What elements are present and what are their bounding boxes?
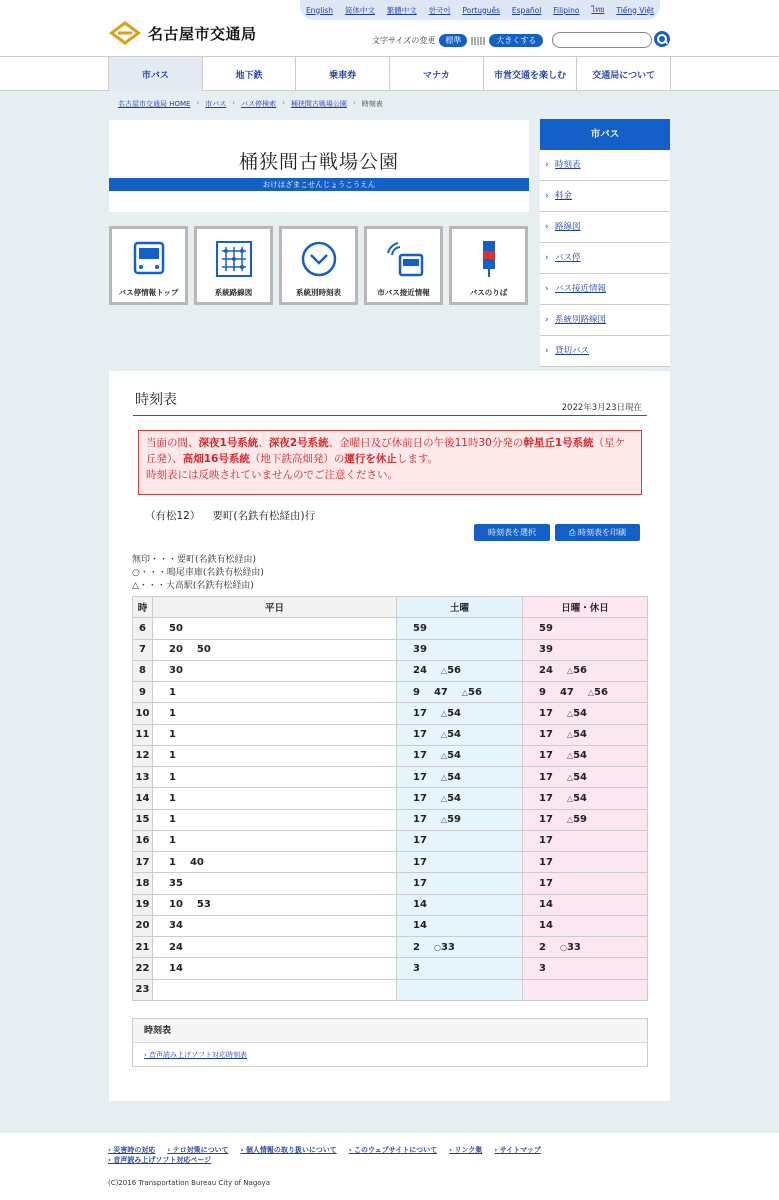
departure-time: 24 [169, 941, 183, 953]
city-emblem-icon [108, 20, 142, 46]
search-input[interactable] [552, 32, 652, 48]
weekday-times [153, 979, 397, 1000]
language-link[interactable]: 繁體中文 [386, 5, 417, 15]
holiday-times [523, 830, 648, 851]
bus-icon [129, 239, 169, 279]
table-row [133, 873, 648, 894]
footer-links [108, 1145, 608, 1165]
hour-cell: 10 [133, 703, 153, 724]
sidebar-title: 市バス [540, 119, 670, 150]
saturday-times [397, 979, 523, 1000]
departure-time: △56 [566, 665, 587, 677]
departure-time: 24 [413, 665, 427, 677]
departure-time: 17 [539, 729, 553, 741]
route-timetable-button[interactable]: 系統別時刻表 [279, 226, 358, 305]
departure-time: 17 [413, 856, 427, 868]
departure-time: 39 [539, 644, 553, 656]
departure-time: △54 [566, 729, 587, 741]
language-link[interactable]: Filipino [553, 5, 580, 15]
print-timetable-button[interactable]: ⎙ 時刻表を印刷 [555, 524, 640, 541]
language-link[interactable]: English [305, 5, 334, 15]
weekday-header: 平日 [153, 597, 397, 618]
nav-item[interactable]: マナカ [390, 57, 484, 91]
site-title: 名古屋市交通局 [148, 24, 257, 43]
departure-time: 17 [539, 771, 553, 783]
footer-link[interactable]: › 災害時の対応 [108, 1146, 156, 1154]
saturday-times [397, 894, 523, 915]
table-row [133, 618, 648, 639]
hour-cell: 9 [133, 682, 153, 703]
page-title: 桶狭間古戦場公園 [238, 151, 399, 173]
hour-cell: 7 [133, 639, 153, 660]
sidebar-item[interactable]: › バス停 [540, 243, 670, 274]
departure-time: 1 [169, 835, 176, 847]
saturday-times [397, 809, 523, 830]
departure-time: 14 [413, 920, 427, 932]
departure-time: 1 [169, 792, 176, 804]
table-row [133, 958, 648, 979]
holiday-times [523, 703, 648, 724]
weekday-times [153, 937, 397, 958]
related-links [132, 1018, 648, 1067]
bus-approach-button[interactable]: 市バス接近情報 [364, 226, 443, 305]
departure-time: 14 [539, 920, 553, 932]
table-row [133, 745, 648, 766]
departure-time: 17 [413, 750, 427, 762]
stop-reading: おけはざまこせんじょうこうえん [109, 178, 529, 191]
saturday-times [397, 767, 523, 788]
weekday-times [153, 639, 397, 660]
weekday-times [153, 724, 397, 745]
departure-time: △54 [440, 792, 461, 804]
related-title: 時刻表 [133, 1019, 647, 1043]
saturday-times [397, 745, 523, 766]
hour-cell: 15 [133, 809, 153, 830]
weekday-times [153, 660, 397, 681]
holiday-times [523, 767, 648, 788]
breadcrumb-item[interactable]: 市バス [205, 100, 227, 108]
departure-time: 14 [169, 962, 183, 974]
bus-platform-button[interactable]: バスのりば [449, 226, 528, 305]
weekday-times [153, 788, 397, 809]
departure-time: 9 [413, 686, 420, 698]
departure-time: 10 [169, 899, 183, 911]
table-row [133, 639, 648, 660]
saturday-times [397, 788, 523, 809]
weekday-times [153, 958, 397, 979]
saturday-header: 土曜 [397, 597, 523, 618]
weekday-times [153, 852, 397, 873]
hour-cell: 16 [133, 830, 153, 851]
timetable-date: 2022年3月23日現在 [561, 403, 642, 413]
route-map-icon [214, 239, 254, 279]
departure-time: 24 [539, 665, 553, 677]
footer-link[interactable]: › 音声読み上げソフト対応ページ [108, 1156, 212, 1164]
departure-time: 40 [189, 856, 204, 868]
copyright: (C)2016 Transportation Bureau City of Nagoya [108, 1179, 270, 1187]
hour-cell: 18 [133, 873, 153, 894]
font-large-button[interactable]: 大きくする [489, 34, 543, 47]
language-link[interactable]: Tiếng Việt [616, 5, 654, 15]
saturday-times [397, 937, 523, 958]
departure-time: △54 [440, 729, 461, 741]
select-timetable-button[interactable]: 時刻表を選択 [474, 524, 550, 541]
departure-time: 1 [169, 814, 176, 826]
departure-time: △54 [566, 771, 587, 783]
departure-time: 39 [413, 644, 427, 656]
sidebar-item[interactable]: › 貸切バス [540, 336, 670, 367]
route-info [145, 508, 315, 523]
departure-time: ○33 [559, 941, 581, 953]
hour-cell: 11 [133, 724, 153, 745]
holiday-times [523, 682, 648, 703]
departure-time: △59 [566, 814, 587, 826]
hour-cell: 17 [133, 852, 153, 873]
bus-approach-icon [384, 239, 424, 279]
font-normal-button[interactable]: 標準 [439, 34, 467, 47]
departure-time: △56 [461, 686, 482, 698]
nav-item[interactable]: 地下鉄 [203, 57, 297, 91]
departure-time: 59 [539, 622, 553, 634]
saturday-times [397, 830, 523, 851]
saturday-times [397, 958, 523, 979]
holiday-times [523, 618, 648, 639]
table-row [133, 852, 648, 873]
global-nav [0, 56, 779, 91]
departure-time: 17 [413, 707, 427, 719]
departure-time: 35 [169, 877, 183, 889]
font-size-label: 文字サイズの変更 [372, 36, 436, 45]
language-link[interactable]: ไทย [591, 5, 605, 14]
table-row [133, 937, 648, 958]
language-link[interactable]: 한국어 [428, 5, 451, 15]
bus-stop-pole-icon [469, 239, 509, 279]
saturday-times [397, 852, 523, 873]
holiday-times [523, 852, 648, 873]
departure-time: 30 [169, 665, 183, 677]
route-map-button[interactable]: 系統路線図 [194, 226, 273, 305]
departure-time: △56 [440, 665, 461, 677]
hour-cell: 6 [133, 618, 153, 639]
breadcrumb-item: 時刻表 [361, 100, 383, 108]
hour-cell: 13 [133, 767, 153, 788]
table-row [133, 979, 648, 1000]
departure-time: 3 [539, 962, 546, 974]
holiday-times [523, 639, 648, 660]
printer-icon: ⎙ [569, 528, 578, 537]
departure-time: 34 [169, 920, 183, 932]
route-destination: 要町(名鉄有松経由)行 [212, 510, 316, 522]
saturday-times [397, 618, 523, 639]
route-code: （有松12） [145, 510, 201, 522]
hour-cell: 14 [133, 788, 153, 809]
table-row [133, 894, 648, 915]
table-row [133, 703, 648, 724]
timetable-heading: 時刻表 [135, 392, 177, 408]
departure-time: 9 [539, 686, 546, 698]
departure-time: 1 [169, 750, 176, 762]
site-header [0, 0, 779, 56]
nav-item[interactable]: 市営交通を楽しむ [484, 57, 578, 91]
departure-time: 2 [539, 941, 546, 953]
bus-stop-top-button[interactable]: バス停情報トップ [109, 226, 188, 305]
departure-time: △54 [566, 792, 587, 804]
footer-link[interactable]: › リンク集 [449, 1146, 483, 1154]
sidebar-item[interactable]: › 路線図 [540, 212, 670, 243]
weekday-times [153, 894, 397, 915]
weekday-times [153, 745, 397, 766]
saturday-times [397, 660, 523, 681]
weekday-times [153, 682, 397, 703]
departure-time: 2 [413, 941, 420, 953]
language-link[interactable]: Português [462, 5, 501, 15]
holiday-times [523, 915, 648, 936]
footer-link[interactable]: › テロ対策について [167, 1146, 229, 1154]
sidebar-item[interactable]: › 系統別路線図 [540, 305, 670, 336]
weekday-times [153, 830, 397, 851]
nav-item[interactable]: 交通局について [577, 57, 671, 91]
table-row [133, 660, 648, 681]
weekday-times [153, 703, 397, 724]
holiday-times [523, 724, 648, 745]
breadcrumb [118, 99, 383, 109]
departure-time: 3 [413, 962, 420, 974]
nav-item[interactable]: 乗車券 [296, 57, 390, 91]
footer-link[interactable]: › 個人情報の取り扱いについて [240, 1146, 337, 1154]
departure-time: 17 [413, 877, 427, 889]
departure-time: ○33 [433, 941, 455, 953]
departure-time: 14 [413, 899, 427, 911]
departure-time: 1 [169, 771, 176, 783]
hour-cell: 19 [133, 894, 153, 915]
departure-time: 17 [539, 750, 553, 762]
saturday-times [397, 703, 523, 724]
breadcrumb-separator: › [282, 99, 285, 107]
departure-time: 17 [413, 835, 427, 847]
holiday-times [523, 979, 648, 1000]
hour-cell: 20 [133, 915, 153, 936]
departure-time: △54 [566, 707, 587, 719]
departure-time: 47 [433, 686, 448, 698]
footer-link[interactable]: › サイトマップ [494, 1146, 541, 1154]
departure-time: 17 [539, 835, 553, 847]
saturday-times [397, 724, 523, 745]
departure-time: △54 [566, 750, 587, 762]
hour-header: 時 [133, 597, 153, 618]
holiday-times [523, 894, 648, 915]
sidebar [540, 119, 670, 367]
departure-time: 17 [539, 792, 553, 804]
nav-item[interactable]: 市バス [108, 57, 203, 91]
table-row [133, 788, 648, 809]
breadcrumb-separator: › [196, 99, 200, 107]
breadcrumb-item[interactable]: バス停検索 [241, 100, 277, 108]
saturday-times [397, 915, 523, 936]
hour-cell: 22 [133, 958, 153, 979]
timetable-panel [109, 371, 670, 1101]
departure-time: △54 [440, 707, 461, 719]
hour-cell: 23 [133, 979, 153, 1000]
site-logo[interactable] [108, 20, 257, 46]
stop-title-box [109, 120, 529, 212]
site-footer [0, 1133, 779, 1200]
departure-time: 17 [413, 729, 427, 741]
departure-time: △59 [440, 814, 461, 826]
timetable-actions [474, 524, 640, 541]
saturday-times [397, 639, 523, 660]
hour-cell: 8 [133, 660, 153, 681]
weekday-times [153, 873, 397, 894]
table-row [133, 682, 648, 703]
holiday-times [523, 937, 648, 958]
font-size-indicator [471, 37, 485, 45]
breadcrumb-item[interactable]: 桶狭間古戦場公園 [290, 100, 347, 108]
footer-link[interactable]: › このウェブサイトについて [348, 1146, 438, 1154]
stop-menu [109, 226, 528, 305]
language-link[interactable]: 简体中文 [344, 5, 375, 15]
departure-time: 1 [169, 856, 176, 868]
departure-time: 20 [169, 644, 183, 656]
timetable-table [132, 596, 648, 1001]
departure-time: 47 [559, 686, 574, 698]
departure-time: 14 [539, 899, 553, 911]
voice-timetable-link[interactable]: › 音声読み上げソフト対応時刻表 [144, 1051, 248, 1059]
departure-time: 17 [539, 814, 553, 826]
departure-time: 17 [413, 771, 427, 783]
departure-time: 17 [413, 814, 427, 826]
clock-icon [299, 239, 339, 279]
hour-cell: 12 [133, 745, 153, 766]
language-link[interactable]: Español [511, 5, 542, 15]
holiday-times [523, 660, 648, 681]
holiday-times [523, 958, 648, 979]
weekday-times [153, 767, 397, 788]
sidebar-item[interactable]: › 時刻表 [540, 150, 670, 181]
table-row [133, 767, 648, 788]
departure-time: 1 [169, 686, 176, 698]
sidebar-item[interactable]: › 料金 [540, 181, 670, 212]
weekday-times [153, 809, 397, 830]
sidebar-item[interactable]: › バス接近情報 [540, 274, 670, 305]
departure-time: 50 [169, 622, 183, 634]
departure-time: △54 [440, 771, 461, 783]
heading-divider [133, 415, 647, 416]
departure-time: 59 [413, 622, 427, 634]
breadcrumb-separator: › [232, 99, 236, 107]
table-row [133, 809, 648, 830]
departure-time: 17 [539, 707, 553, 719]
saturday-times [397, 682, 523, 703]
holiday-times [523, 788, 648, 809]
hour-cell: 21 [133, 937, 153, 958]
weekday-times [153, 618, 397, 639]
language-bar [300, 0, 660, 20]
table-row [133, 830, 648, 851]
breadcrumb-separator: › [352, 99, 356, 107]
departure-time: 53 [196, 899, 211, 911]
departure-time: △56 [587, 686, 608, 698]
saturday-times [397, 873, 523, 894]
departure-time: 17 [539, 856, 553, 868]
breadcrumb-item[interactable]: 名古屋市交通局 HOME [118, 100, 191, 108]
departure-time: △54 [440, 750, 461, 762]
departure-time: 17 [413, 792, 427, 804]
service-notice: 当面の間、深夜1号系統、深夜2号系統、金曜日及び休前日の午後11時30分発の幹星丘1号系統（星ケ丘発）、高畑16号系統（地下鉄高畑発）の運行を休止します。 時刻表には反映されていませんのでご注意ください。 [138, 430, 642, 495]
weekday-times [153, 915, 397, 936]
table-row [133, 724, 648, 745]
departure-time: 1 [169, 729, 176, 741]
holiday-times [523, 873, 648, 894]
table-row [133, 915, 648, 936]
timetable-legend: 無印・・・要町(名鉄有松経由) ○・・・鳴尾車庫(名鉄有松経由) △・・・大高駅(名鉄有松経由) [132, 555, 264, 591]
holiday-times [523, 745, 648, 766]
departure-time: 50 [196, 644, 211, 656]
search-icon[interactable] [654, 31, 670, 47]
departure-time: 17 [539, 877, 553, 889]
holiday-times [523, 809, 648, 830]
departure-time: 1 [169, 707, 176, 719]
holiday-header: 日曜・休日 [523, 597, 648, 618]
font-size-control [372, 34, 543, 47]
